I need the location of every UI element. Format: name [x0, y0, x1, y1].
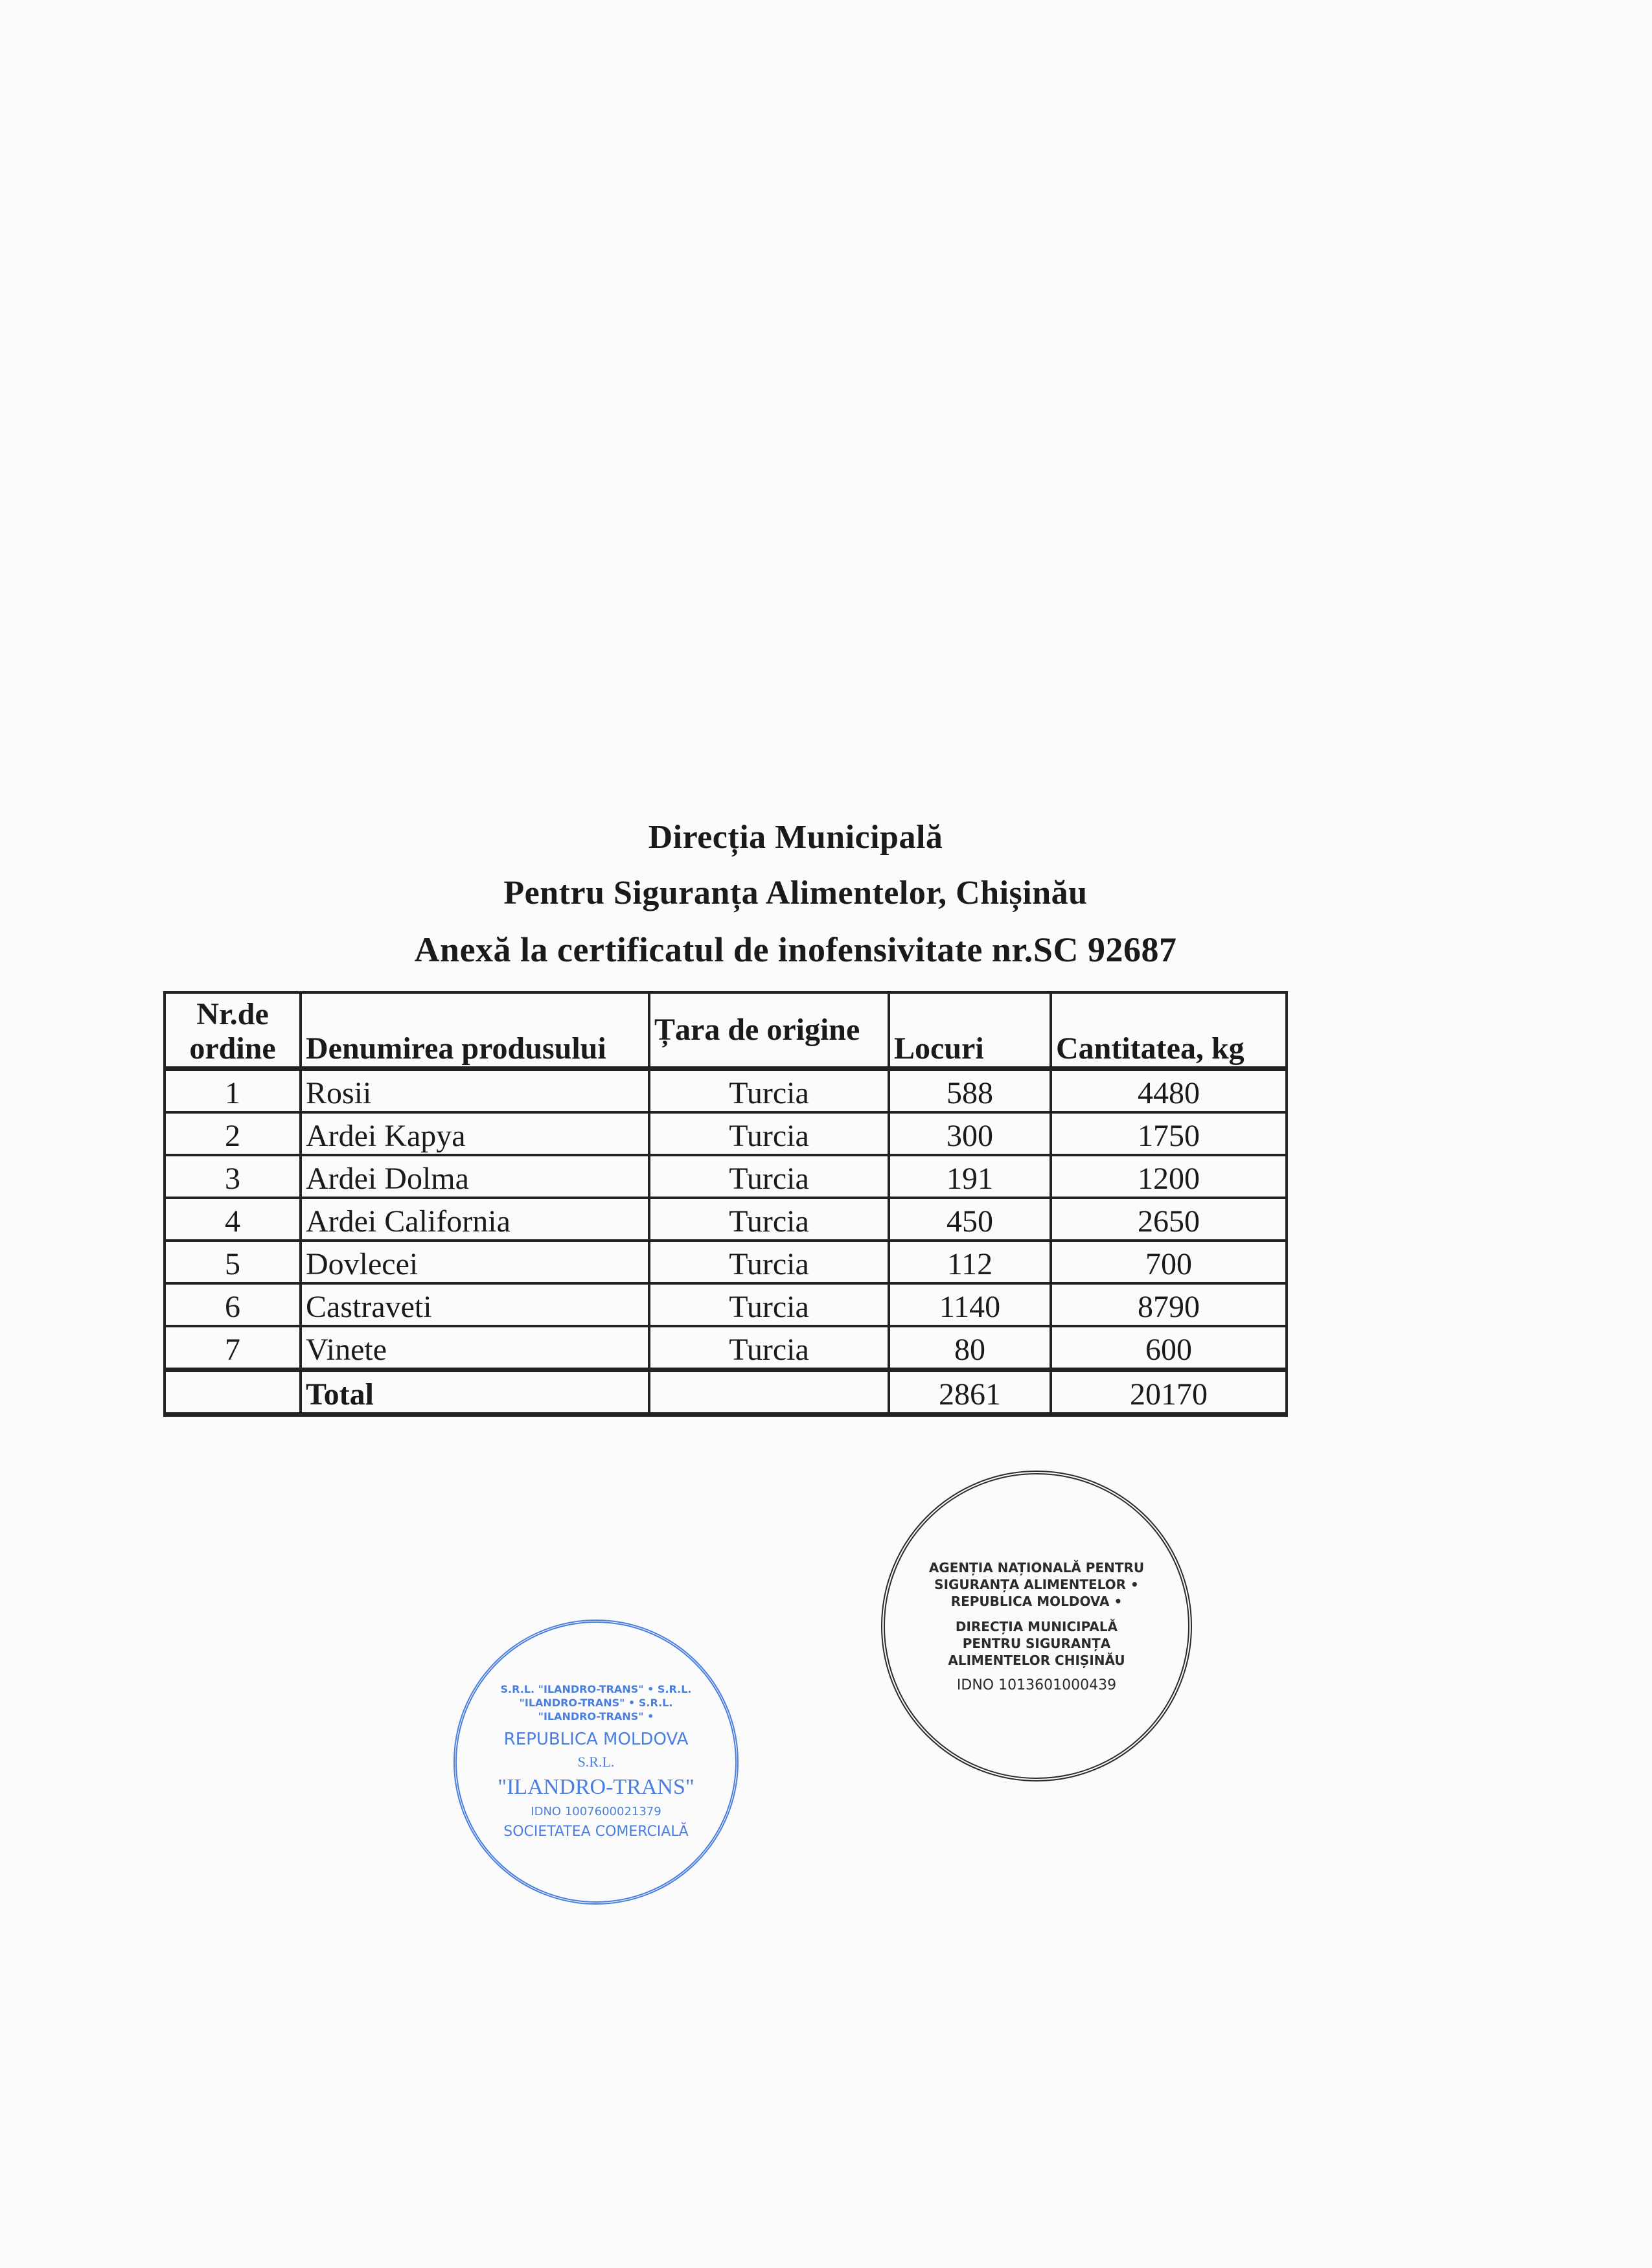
cell-product: Castraveti — [301, 1283, 649, 1326]
cell-origin: Turcia — [649, 1283, 889, 1326]
col-places: Locuri — [889, 992, 1051, 1069]
table-row — [165, 1198, 1287, 1241]
municipal-directorate-stamp — [881, 1471, 1192, 1781]
cell-origin: Turcia — [649, 1241, 889, 1283]
table-row — [165, 1155, 1287, 1198]
cell-product: Ardei California — [301, 1198, 649, 1241]
black-stamp-outer-text: AGENȚIA NAȚIONALĂ PENTRU SIGURANȚA ALIMENTELOR • REPUBLICA MOLDOVA • — [928, 1559, 1145, 1609]
blue-stamp-idno: IDNO 1007600021379 — [531, 1805, 661, 1819]
col-nr: Nr.de ordine — [165, 992, 301, 1069]
cell-qty: 1200 — [1051, 1155, 1287, 1198]
total-label: Total — [301, 1370, 649, 1415]
cell-product: Rosii — [301, 1069, 649, 1113]
cell-places: 300 — [889, 1112, 1051, 1155]
cell-product: Dovlecei — [301, 1241, 649, 1283]
header-agency-sub: Pentru Siguranța Alimentelor, Chișinău — [503, 875, 1088, 911]
cell-origin: Turcia — [649, 1112, 889, 1155]
cell-places: 588 — [889, 1069, 1051, 1113]
cell-places: 112 — [889, 1241, 1051, 1283]
col-origin: Țara de origine — [649, 992, 889, 1069]
ilandro-trans-stamp — [453, 1620, 739, 1905]
header-annex-title: Anexă la certificatul de inofensivitate nr.SC 92687 — [414, 930, 1177, 969]
products-table — [163, 991, 1288, 1417]
cell-origin: Turcia — [649, 1155, 889, 1198]
table-row — [165, 1069, 1287, 1113]
cell-empty — [649, 1370, 889, 1415]
table-row — [165, 1112, 1287, 1155]
cell-qty: 2650 — [1051, 1198, 1287, 1241]
table-row — [165, 1241, 1287, 1283]
cell-nr: 7 — [165, 1326, 301, 1370]
cell-nr: 1 — [165, 1069, 301, 1113]
blue-stamp-company-name: "ILANDRO-TRANS" — [498, 1774, 694, 1799]
blue-stamp-bottom-text: SOCIETATEA COMERCIALĂ — [503, 1824, 689, 1840]
cell-product: Ardei Kapya — [301, 1112, 649, 1155]
cell-nr: 5 — [165, 1241, 301, 1283]
table-row — [165, 1326, 1287, 1370]
col-product: Denumirea produsului — [301, 992, 649, 1069]
black-stamp-idno: IDNO 1013601000439 — [956, 1677, 1117, 1693]
table-total-row — [165, 1370, 1287, 1415]
cell-nr: 6 — [165, 1283, 301, 1326]
cell-places: 191 — [889, 1155, 1051, 1198]
cell-qty: 8790 — [1051, 1283, 1287, 1326]
col-qty: Cantitatea, kg — [1051, 992, 1287, 1069]
cell-origin: Turcia — [649, 1069, 889, 1113]
cell-qty: 600 — [1051, 1326, 1287, 1370]
cell-nr: 2 — [165, 1112, 301, 1155]
cell-product: Vinete — [301, 1326, 649, 1370]
cell-nr: 4 — [165, 1198, 301, 1241]
cell-origin: Turcia — [649, 1326, 889, 1370]
total-places: 2861 — [889, 1370, 1051, 1415]
cell-places: 450 — [889, 1198, 1051, 1241]
table-header-row — [165, 992, 1287, 1069]
cell-origin: Turcia — [649, 1198, 889, 1241]
cell-places: 1140 — [889, 1283, 1051, 1326]
blue-stamp-top-text: REPUBLICA MOLDOVA — [503, 1729, 689, 1749]
cell-places: 80 — [889, 1326, 1051, 1370]
cell-qty: 1750 — [1051, 1112, 1287, 1155]
blue-stamp-outer-text: S.R.L. "ILANDRO-TRANS" • S.R.L. "ILANDRO-TRANS" • S.R.L. "ILANDRO-TRANS" • — [500, 1683, 692, 1723]
blue-stamp-srl: S.R.L. — [577, 1753, 615, 1770]
total-qty: 20170 — [1051, 1370, 1287, 1415]
cell-qty: 700 — [1051, 1241, 1287, 1283]
cell-qty: 4480 — [1051, 1069, 1287, 1113]
table-row — [165, 1283, 1287, 1326]
cell-empty — [165, 1370, 301, 1415]
header-agency: Direcția Municipală — [648, 819, 943, 856]
cell-product: Ardei Dolma — [301, 1155, 649, 1198]
black-stamp-inner-text: DIRECȚIA MUNICIPALĂ PENTRU SIGURANȚA ALIMENTELOR CHIȘINĂU — [948, 1618, 1125, 1668]
cell-nr: 3 — [165, 1155, 301, 1198]
